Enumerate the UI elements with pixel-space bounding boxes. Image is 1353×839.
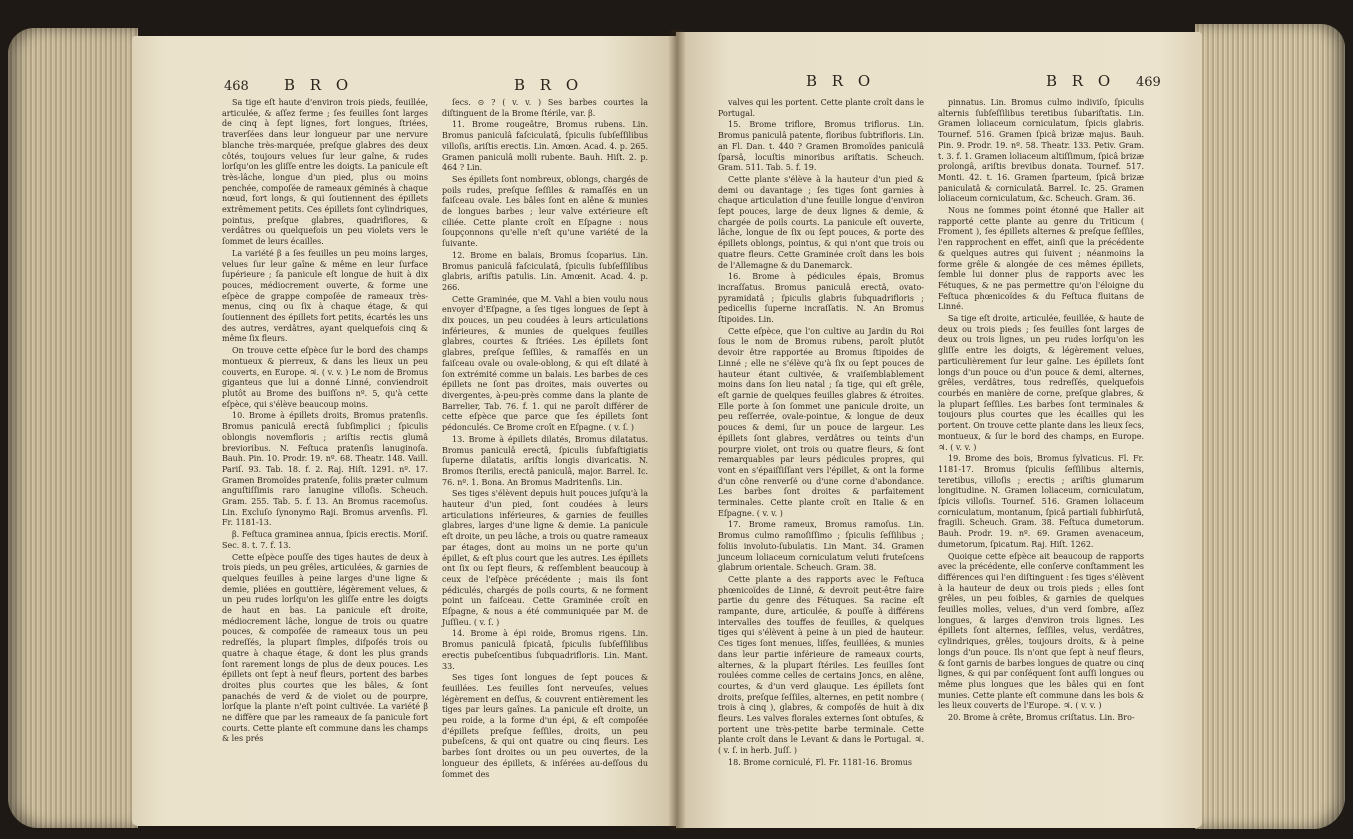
paragraph: valves qui les portent. Cette plante croît dans le Portugal.	[718, 98, 924, 118]
right-page	[676, 32, 1202, 828]
paragraph: Cette plante a des rapports avec le Feſtuca phœnicoïdes de Linné, & devroit peut-être faire partie du genre des Fétuques. Sa racine eſt rampante, dure, articulée, & pouſſe à différens intervalles des touffes de feuilles, & quelques tiges qui s'élèvent à peine à un pied de hauteur. Ces tiges ſont menues, liſſes, feuillées, & munies dans leur partie inférieure de rameaux courts, alternes, & la plupart ſtériles. Les feuilles ſont roulées comme celles de certains Joncs, en alêne, courtes, & d'un verd glauque. Les épillets ſont droits, preſque ſeſſiles, alternes, en petit nombre ( trois à cinq ), glabres, & compoſés de huit à dix fleurs. Les valves florales externes ſont obtuſes, & portent une très-petite barbe terminale. Cette plante croît dans le Levant & dans le Portugal. ♃. ( v. ſ. in herb. Juſſ. )	[718, 574, 924, 756]
left-page	[132, 36, 678, 826]
paragraph: 18. Brome corniculé, Fl. Fr. 1181-16. Bromus	[728, 757, 912, 767]
paragraph: 14. Brome à épi roide, Bromus rigens. Lin. Bromus paniculâ ſpicatâ, ſpiculis ſubſeſſilibus erectis pubeſcentibus ſubquadrifloris. Lin. Mant. 33.	[442, 629, 648, 671]
paragraph: Cette Graminée, que M. Vahl a bien voulu nous envoyer d'Eſpagne, a ſes tiges longues de ſept à dix pouces, un peu coudées à leurs articulations inférieures, & munies de quelques feuilles glabres, courtes & ſtriées. Les épillets ſont glabres, preſque ſeſſiles, & ramaſſés en un faiſceau ovale ou ovale-oblong, & qui eſt dilaté à ſon extrémité comme un balais. Les barbes de ces épillets ne ſont pas droites, mais ouvertes ou divergentes, à-peu-près comme dans la plante de Barrelier, Tab. 76. f. 1. qui ne paroît différer de cette eſpèce que parce que ſes épillets ſont pédonculés. Ce Brome croît en Eſpagne. ( v. ſ. )	[442, 294, 648, 433]
paragraph: 12. Brome en balais, Bromus ſcoparius. Lin. Bromus paniculâ faſciculatâ, ſpiculis ſubſeſſilibus glabris, ariſtis patulis. Lin. Amœnit. Acad. 4. p. 266.	[442, 250, 648, 292]
paragraph: 17. Brome rameux, Bromus ramoſus. Lin. Bromus culmo ramoſiſſimo ; ſpiculis ſeſſilibus ; foliis involuto-ſubulatis. Lin Mant. 34. Gramen junceum loliaceum corniculatum veluti fruteſcens glabrum orientale. Scheuch. Gram. 38.	[718, 520, 924, 573]
left-page-column-2	[442, 98, 648, 781]
left-page-number: 468	[224, 79, 249, 94]
paragraph: ſecs. ⊙ ? ( v. v. ) Ses barbes courtes la diſtinguent de la Brome ſtérile, var. β.	[442, 98, 648, 118]
right-page-running-head-2: B R O	[1046, 72, 1116, 90]
paragraph: Quoique cette eſpèce ait beaucoup de rapports avec la précédente, elle conſerve conſtamment les différences qui l'en diſtinguent : ſes tiges s'élèvent à la hauteur de deux ou trois pieds ; elles ſont grêles, un peu foibles, & garnies de quelques feuilles molles, velues, d'un verd ſombre, aſſez longues, & larges d'environ trois lignes. Les épillets ſont alternes, ſeſſiles, velus, verdâtres, cylindriques, grêles, toujours droits, & à peine longs d'un pouce. Ils n'ont que ſept à neuf fleurs, & ſont garnis de barbes longues de quatre ou cinq lignes, & qui par conſéquent ſont auſſi longues ou même plus longues que les bâles qui en ſont munies. Cette plante eſt commune dans les bois & les lieux couverts de l'Europe. ♃. ( v. v. )	[938, 551, 1144, 711]
right-page-edges	[1195, 24, 1345, 829]
right-page-running-head-1: B R O	[806, 72, 876, 90]
book-gutter	[668, 30, 686, 830]
right-page-number: 469	[1136, 75, 1161, 90]
left-page-column-1	[222, 98, 428, 746]
paragraph: 11. Brome rougeâtre, Bromus rubens. Lin. Bromus paniculâ faſciculatâ, ſpiculis ſubſeſſilibus villoſis, ariſtis erectis. Lin. Amœn. Acad. 4. p. 265. Gramen paniculâ molli rubente. Bauh. Hiſt. 2. p. 464 ? Lin.	[442, 120, 648, 173]
paragraph: Ses épillets ſont nombreux, oblongs, chargés de poils rudes, preſque ſeſſiles & ramaſſés en un faiſceau ovale. Les bâles ſont en alêne & munies de longues barbes ; leur valve extérieure eſt ciliée. Cette plante croît en Eſpagne : nous ſoupçonnons qu'elle n'eſt qu'une variété de la ſuivante.	[442, 174, 648, 249]
paragraph: pinnatus. Lin. Bromus culmo indiviſo, ſpiculis alternis ſubſeſſilibus teretibus ſubariſtatis. Lin. Gramen loliaceum corniculatum, ſpicis glabris. Tournef. 516. Gramen ſpicâ brizæ majus. Bauh. Pin. 9. Prodr. 19. nº. 58. Theatr. 133. Petiv. Gram. t. 3. f. 1. Gramen loliaceum altiſſimum, ſpicâ brizæ prolongâ, ariſtis brevibus donata. Tournef. 517. Monti. 42. t. 16. Gramen ſparteum, ſpicâ brizæ paniculatâ & corniculatâ. Barrel. Ic. 25. Gramen loliaceum corniculatum, &c. Scheuch. Gram. 36.	[938, 98, 1144, 204]
paragraph: 19. Brome des bois, Bromus ſylvaticus. Fl. Fr. 1181-17. Bromus ſpiculis ſeſſilibus alternis, teretibus, villoſis ; erectis ; ariſtis glumarum longitudine. N. Gramen loliaceum, corniculatum, ſpicis villoſis. Tournef. 516. Gramen loliaceum corniculatum, montanum, ſpicâ partiali ſubhirſutâ, fragili. Scheuch. Gram. 38. Feſtuca dumetorum. Bauh. Prodr. 19. nº. 69. Gramen avenaceum, dumetorum, ſpicatum. Raj. Hiſt. 1262.	[938, 454, 1144, 549]
left-page-edges	[8, 28, 138, 828]
paragraph: Sa tige eſt haute d'environ trois pieds, feuillée, articulée, & aſſez ferme ; ſes feuilles ſont larges de cinq à ſept lignes, fort longues, ſtriées, traverſées dans leur longueur par une nervure blanche très-marquée, preſque glabres des deux côtés, toujours velues ſur leur gaîne, & rudes lorſqu'on les gliſſe entre les doigts. La panicule eſt très-lâche, longue d'un pied, plus ou moins penchée, compoſée de rameaux géminés à chaque nœud, fort longs, & qui ſoutiennent des épillets extrêmement petits. Ces épillets ſont cylindriques, pointus, preſque glabres, quadriflores, & verdâtres ou quelquefois un peu violets vers le ſommet de leurs écailles.	[222, 98, 428, 247]
paragraph: 16. Brome à pédicules épais, Bromus incraſſatus. Bromus paniculâ erectâ, ovato-pyramidatâ ; ſpiculis glabris ſubquadrifloris ; pedicellis ſuperne incraſſatis. N. An Bromus ſtipoides. Lin.	[718, 272, 924, 325]
paragraph: 13. Brome à épillets dilatés, Bromus dilatatus. Bromus paniculâ erectâ, ſpiculis ſubfaſtigiatis ſuperne dilatatis, ariſtis longis divaricatis. N. Bromos ſterilis, erectâ paniculâ, major. Barrel. Ic. 76. nº. 1. Bona. An Bromus Madritenſis. Lin.	[442, 434, 648, 487]
left-page-running-head-1: B R O	[284, 76, 354, 94]
paragraph: Cette plante s'élève à la hauteur d'un pied & demi ou davantage ; ſes tiges ſont garnies à chaque articulation d'une feuille longue d'environ ſept pouces, large de deux lignes & demie, & chargée de poils courts. La panicule eſt ouverte, lâche, longue de ſix ou ſept pouces, & porte des épillets oblongs, pointus, & qui n'ont que trois ou quatre fleurs. Cette Graminée croît dans les bois de l'Allemagne & du Danemarck.	[718, 174, 924, 270]
paragraph: 10. Brome à épillets droits, Bromus pratenſis. Bromus paniculâ erectâ ſubſimplici ; ſpiculis oblongis novemfloris ; ariſtis rectis glumâ brevioribus. N. Feſtuca pratenſis lanuginoſa. Bauh. Pin. 10. Prodr. 19. nº. 68. Theatr. 148. Vaill. Pariſ. 93. Tab. 18. f. 2. Raj. Hiſt. 1291. nº. 17. Gramen Bromoïdes pratenſe, foliis præter culmum anguſtiſſimis raro lanugine villoſis. Scheuch. Gram. 255. Tab. 5. f. 13. An Bromus racemoſus. Lin. Excluſo ſynonymo Raji. Bromus arvenſis. Fl. Fr. 1181-13.	[222, 411, 428, 528]
paragraph: Ses tiges s'élèvent depuis huit pouces juſqu'à la hauteur d'un pied, ſont coudées à leurs articulations inférieures, & garnies de feuilles glabres, larges d'une ligne & demie. La panicule eſt droite, un peu lâche, a trois ou quatre rameaux par étages, dont au moins un ne porte qu'un épillet, & eſt plus court que les autres. Les épillets ont ſix ou ſept fleurs, & reſſemblent beaucoup à ceux de l'eſpèce précédente ; mais ils ſont pédiculés, chargés de poils courts, & ne forment point un faiſceau. Cette Graminée croît en Eſpagne, & nous a été communiquée par M. de Juſſieu. ( v. ſ. )	[442, 489, 648, 627]
paragraph: La variété β a ſes feuilles un peu moins larges, velues ſur leur gaîne & même en leur ſurface ſupérieure ; ſa panicule eſt longue de huit à dix pouces, médiocrement ouverte, & forme une eſpèce de grappe compoſée de rameaux très-menus, cinq ou ſix à chaque étage, & qui ſoutiennent des épillets fort petits, écartés les uns des autres, verdâtres, ayant quelquefois cinq & même ſix fleurs.	[222, 248, 428, 344]
right-page-column-2	[938, 98, 1144, 725]
paragraph: β. Feſtuca graminea annua, ſpicis erectis. Moriſ. Sec. 8. t. 7. f. 13.	[222, 530, 428, 550]
paragraph: Cette eſpèce pouſſe des tiges hautes de deux à trois pieds, un peu grêles, articulées, & garnies de quelques feuilles à peine larges d'une ligne & demie, pliées en gouttière, légèrement velues, & un peu rudes lorſqu'on les gliſſe entre les doigts de haut en bas. La panicule eſt droite, médiocrement lâche, longue de trois ou quatre pouces, & compoſée de rameaux tous un peu redreſſés, la plupart ſimples, diſpoſés trois ou quatre à chaque étage, & dont les plus grands ſont rarement longs de plus de deux pouces. Les épillets ont ſept à neuf fleurs, portent des barbes droites plus courtes que les bâles, & ſont panachés de verd & de violet ou de pourpre, lorſque la plante n'eſt point cultivée. La variété β ne diffère que par les rameaux de ſa panicule fort courts. Cette plante eſt commune dans les champs & les prés	[222, 552, 428, 744]
paragraph: Sa tige eſt droite, articulée, feuillée, & haute de deux ou trois pieds ; ſes feuilles ſont larges de deux ou trois lignes, un peu rudes lorſqu'on les gliſſe entre les doigts, & légèrement velues, particulièrement ſur leur gaîne. Les épillets ſont longs d'un pouce ou d'un pouce & demi, alternes, grêles, verdâtres, tous redreſſés, quelquefois courbés en manière de corne, preſque glabres, & la plupart ſeſſiles. Les barbes ſont terminales & toujours plus courtes que les écailles qui les portent. On trouve cette plante dans les lieux ſecs, montueux, & ſur le bord des champs, en Europe. ♃. ( v. v. )	[938, 314, 1144, 452]
paragraph: 15. Brome triflore, Bromus triflorus. Lin. Bromus paniculâ patente, floribus ſubtrifloris. Lin. an Fl. Dan. t. 440 ? Gramen Bromoïdes paniculâ ſparsâ, locuſtis minoribus ariſtatis. Scheuch. Gram. 511. Tab. 5. f. 19.	[718, 120, 924, 173]
paragraph: Nous ne ſommes point étonné que Haller ait rapporté cette plante au genre du Triticum ( Froment ), ſes épillets alternes & preſque ſeſſiles, l'en rapprochent en effet, ainſi que la précédente & quelques autres qui ſuivent ; néanmoins la forme grêle & alongée de ces mêmes épillets, ſemble lui donner plus de rapports avec les Fétuques, & ne pas permettre qu'on l'éloigne du Feſtuca phœnicoïdes & du Feſtuca fluitans de Linné.	[938, 206, 1144, 312]
left-page-running-head-2: B R O	[514, 76, 584, 94]
paragraph: On trouve cette eſpèce ſur le bord des champs montueux & pierreux, & dans les lieux un peu couverts, en Europe. ♃. ( v. v. ) Le nom de Bromus giganteus que lui a donné Linné, conviendroit plutôt au Brome des buiſſons nº. 5, qu'à cette eſpèce, qui s'élève beaucoup moins.	[222, 346, 428, 409]
paragraph: 20. Brome à crête, Bromus criſtatus. Lin. Bro-	[948, 713, 1135, 723]
paragraph: Ses tiges ſont longues de ſept pouces & feuillées. Les feuilles ſont nerveuſes, velues légèrement en deſſus, & couvrent entièrement les tiges par leurs gaînes. La panicule eſt droite, un peu roide, a la forme d'un épi, & eſt compoſée d'épillets preſque ſeſſiles, droits, un peu pubeſcens, & qui ont quatre ou cinq fleurs. Les barbes ſont droites ou un peu ouvertes, de la longueur des épillets, & inſérées au-deſſous du ſommet des	[442, 673, 648, 779]
paragraph: Cette eſpèce, que l'on cultive au Jardin du Roi ſous le nom de Bromus rubens, paroît plutôt devoir être rapportée au Bromus ſtipoides de Linné ; elle ne s'élève qu'à ſix ou ſept pouces de hauteur étant cultivée, & vraiſemblablement moins dans ſon lieu natal ; ſa tige, qui eſt grêle, eſt garnie de quelques feuilles glabres & étroites. Elle porte à ſon ſommet une panicule droite, un peu reſſerrée, ovale-pointue, & longue de deux pouces & demi, ſur un pouce de largeur. Les épillets ſont glabres, verdâtres ou teints d'un pourpre violet, ont trois ou quatre fleurs, & ſont remarquables par leurs pédicules propres, qui vont en s'épaiſſiſſant vers l'épillet, & ont la forme d'un cône renverſé ou d'une corne d'abondance. Les barbes ſont droites & parfaitement terminales. Cette plante croît en Italie & en Eſpagne. ( v. v. )	[718, 326, 924, 518]
right-page-column-1	[718, 98, 924, 770]
